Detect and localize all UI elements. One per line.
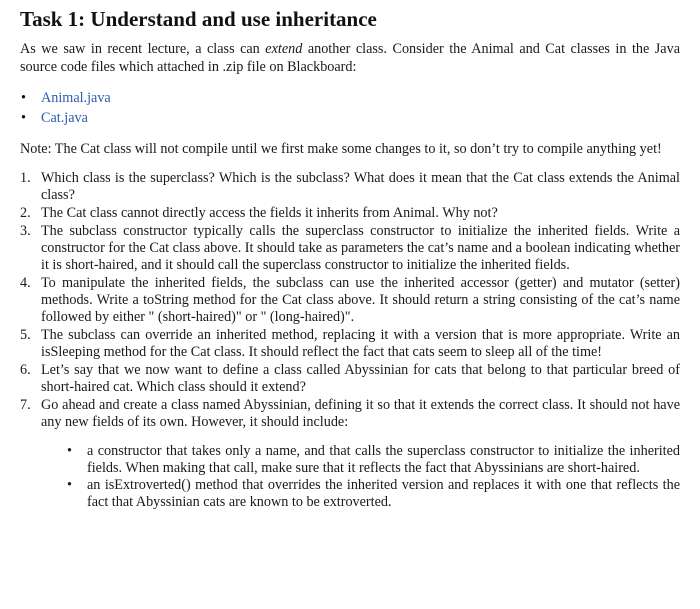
- intro-emphasis: extend: [265, 41, 303, 57]
- file-link-animal[interactable]: Animal.java: [41, 90, 111, 106]
- question-number: 1.: [20, 170, 31, 186]
- intro-paragraph: [20, 40, 680, 76]
- intro-text-after: another class. Consider the Animal and Cat classes in the Java source code files which attached in .zip file on Blackboard:: [20, 41, 680, 75]
- question-number: 5.: [20, 327, 31, 343]
- question-item-4: [20, 275, 680, 326]
- question-text: The Cat class cannot directly access the fields it inherits from Animal. Why not?: [41, 205, 498, 221]
- requirement-list: [41, 443, 680, 511]
- question-text: To manipulate the inherited fields, the subclass can use the inherited accessor (getter) and mutator (setter) methods. Write a toString method for the Cat class above. It should return a string consisting of the cat’s name followed by either " (short-haired)" or " (long-haired)".: [41, 275, 680, 325]
- question-text: Let’s say that we now want to define a class called Abyssinian for cats that belong to that particular breed of short-haired cat. Which class should it extend?: [41, 362, 680, 395]
- file-link-cat[interactable]: Cat.java: [41, 110, 88, 126]
- question-item-6: [20, 362, 680, 396]
- question-text: Which class is the superclass? Which is the subclass? What does it mean that the Cat class extends the Animal class?: [41, 170, 680, 203]
- question-item-5: [20, 327, 680, 361]
- question-number: 6.: [20, 362, 31, 378]
- question-item-1: [20, 170, 680, 204]
- file-item: [20, 108, 680, 128]
- question-text: Go ahead and create a class named Abyssinian, defining it so that it extends the correct class. It should not have any new fields of its own. However, it should include:: [41, 397, 680, 430]
- question-text: The subclass can override an inherited method, replacing it with a version that is more appropriate. Write an isSleeping method for the Cat class. It should reflect the fact that cats seem to sleep all of the time!: [41, 327, 680, 360]
- intro-text-before: As we saw in recent lecture, a class can: [20, 41, 266, 57]
- question-number: 7.: [20, 397, 31, 413]
- question-item-7: [20, 397, 680, 511]
- file-list: [20, 88, 680, 128]
- note-paragraph: Note: The Cat class will not compile until we first make some changes to it, so don’t try to compile anything yet!: [20, 141, 662, 157]
- question-item-2: [20, 205, 680, 222]
- question-list: [20, 170, 680, 511]
- requirement-item-isextroverted: • an isExtroverted() method that overrides the inherited version and replaces it with one that reflects the fact that Abyssinian cats are known to be extroverted.: [41, 477, 680, 511]
- question-number: 4.: [20, 275, 31, 291]
- file-item: [20, 88, 680, 108]
- task-title: Task 1: Understand and use inheritance: [20, 7, 377, 31]
- question-text: The subclass constructor typically calls the superclass constructor to initialize the inherited fields. Write a constructor for the Cat class above. It should take as parameters the cat’s name and a boolean indicating whether it is short-haired, and it should call the superclass constructor to initialize the inherited fields.: [41, 223, 680, 273]
- question-item-3: [20, 223, 680, 274]
- question-number: 2.: [20, 205, 31, 221]
- question-number: 3.: [20, 223, 31, 239]
- requirement-item-constructor: • a constructor that takes only a name, and that calls the superclass constructor to initialize the inherited fields. When making that call, make sure that it reflects the fact that Abyssinians are short-haired.: [41, 443, 680, 477]
